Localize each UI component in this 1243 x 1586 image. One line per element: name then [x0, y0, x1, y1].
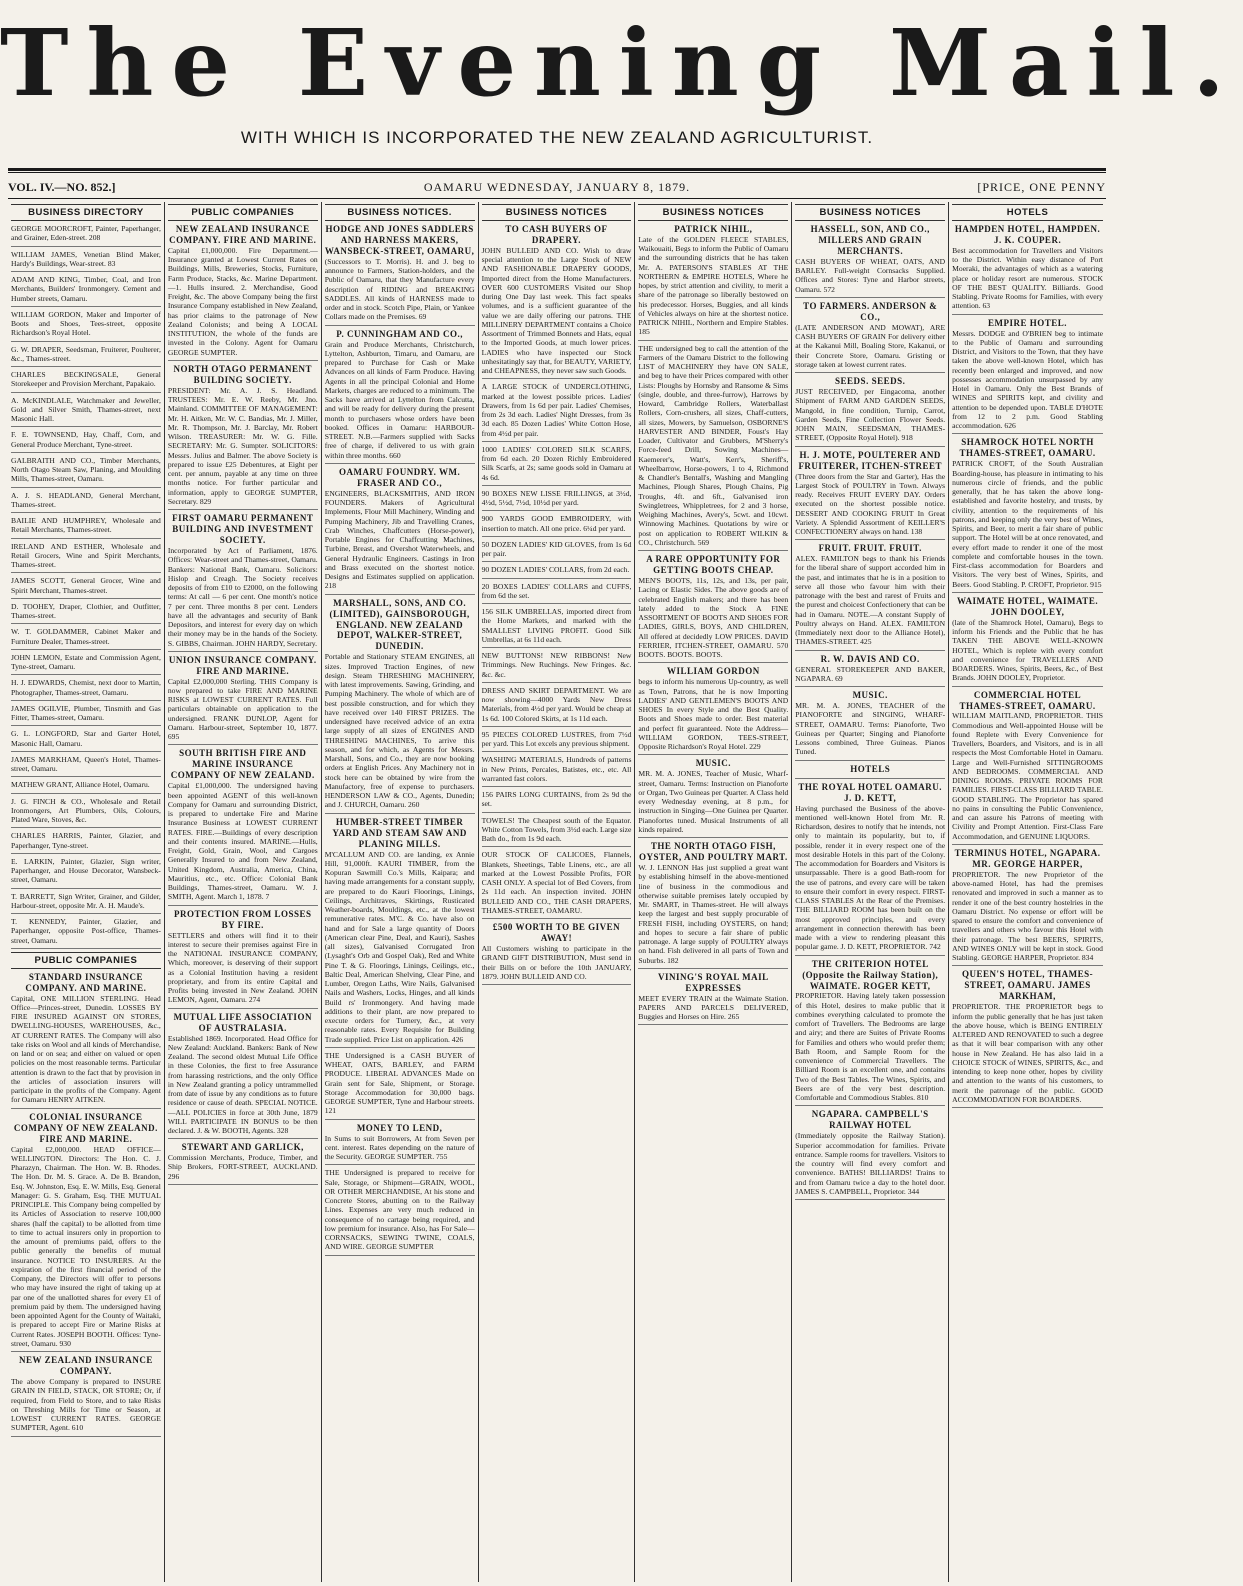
ad-heading: HOTELS — [850, 763, 891, 774]
ad-body: Capital, ONE MILLION STERLING. Head Office—Princes-street, Dunedin. LOSSES BY FIRE INSURED AGAINST ON STORES, DWELLING-HOUSES, WAREHOUSES, &c., AT CURRENT RATES. The Company will also take risks on Wool and all kinds of Merchandise, on land or on sea; and either on valued or open policies on the most reasonable terms. Particular attention is drawn to the fact that by provision in the articles of association insurers will participate in the profits of the Company. Agent for Oamaru HENRY AITKEN. — [11, 993, 161, 1105]
column-heading: BUSINESS DIRECTORY — [11, 204, 161, 221]
ad-body: In Sums to suit Borrowers, At from Seven per cent. interest. Rates depending on the nature of the Security. GEORGE SUMPTER. 755 — [324, 1133, 475, 1162]
column-ad — [11, 250, 161, 273]
ad-heading: MARSHALL, SONS, AND CO. (LIMITED), GAINSBOROUGH, ENGLAND. NEW ZEALAND DEPOT, WALKER-STREET, DUNEDIN. — [329, 597, 470, 652]
ad-body: SETTLERS and others will find it to their interest to secure their premises against Fire in the NATIONAL INSURANCE COMPANY, Which, moreover, is deserving of their support as a Colonial Institution having a resident proprietary, and from its entire Capital and Profits being invested in New Zealand. JOHN LEMON, Agent, Oamaru. 274 — [167, 930, 318, 1005]
ad-heading: WAIMATE HOTEL, WAIMATE. JOHN DOOLEY, — [957, 595, 1099, 617]
ad-body: A. McKINDLALE, Watchmaker and Jeweller, Gold and Silver Smith, Thames-street, next Masonic Hall. — [11, 395, 161, 423]
dateline — [8, 176, 1106, 198]
column-ad — [795, 654, 945, 687]
column-ad — [11, 542, 161, 574]
ad-body: 90 DOZEN LADIES' COLLARS, from 2d each. — [481, 565, 630, 575]
ad-body: PATRICK CROFT, of the South Australian Boarding-house, has pleasure in intimating to his numerous circle of friends, and the public generally, that he has taken the above long-established and favorite hostelry, and trusts, by civility, attention to the requirements of his patrons, and keeping only the very best of Wines, Spirits, and Beer, to merit a fair share of public support. The Hotel will be at once renovated, and every effort made to render it one of the most complete and comfortable houses in the town. First-class accommodation for Boarders and Visitors. The very best of Wines, Spirits, and Beers. Good Stabling. P. CROFT, Proprietor. 915 — [952, 459, 1103, 589]
column-ad — [638, 758, 788, 838]
dateline-rule — [8, 198, 1106, 199]
column-ad — [11, 602, 161, 625]
ad-body: JOHN BULLEID AND CO. Wish to draw special attention to the Large Stock of NEW AND FASHIONABLE DRAPERY GOODS, Imported direct from the Home Manufacturers. OVER 600 CUSTOMERS Visited our Shop during One Day last week. This fact speaks volumes, and is a sufficient guarantee of the value we are daily offering our patrons. THE MILLINERY DEPARTMENT contains a Choice Assortment of Trimmed Bonnets and Hats, equal to the Imported Goods, at much lower prices. LADIES who have inspected our Stock unhesitatingly say that, for BEAUTY, VARIETY, and CHEAPNESS, they never saw such Goods. — [481, 245, 632, 376]
ad-body: W. T. GOLDAMMER, Cabinet Maker and Furniture Dealer, Thames-street. — [11, 627, 161, 646]
column-ad — [11, 516, 161, 539]
column-ad — [482, 850, 632, 919]
column-ad — [168, 224, 318, 361]
column-ad — [482, 489, 632, 512]
column-ad — [482, 651, 632, 683]
ad-heading: P. CUNNINGHAM AND CO., — [336, 328, 463, 339]
column-ad — [795, 224, 945, 298]
column-ad — [168, 513, 318, 652]
column-ad — [11, 345, 161, 368]
price: [PRICE, ONE PENNY — [977, 180, 1106, 194]
newspaper-subtitle: WITH WHICH IS INCORPORATED THE NEW ZEALAND AGRICULTURIST. — [240, 128, 874, 147]
column-5 — [635, 202, 792, 1582]
ad-body: J. G. FINCH & CO., Wholesale and Retail Ironmongers, Art Plumbers, Oils, Colours, Plated Ware, Stoves, &c. — [11, 796, 161, 824]
ad-body: T. BARRETT, Sign Writer, Grainer, and Gilder, Harbour-street, opposite Mr. A. H. Maude's. — [11, 891, 161, 910]
column-ad — [482, 582, 632, 605]
column-ad — [795, 959, 945, 1107]
ad-heading: NEW ZEALAND INSURANCE COMPANY. FIRE AND MARINE. — [169, 224, 317, 245]
column-ad — [325, 1168, 475, 1255]
ad-heading: TO FARMERS. ANDERSON & CO., — [803, 300, 938, 322]
column-ad — [795, 690, 945, 760]
ad-heading: COLONIAL INSURANCE COMPANY OF NEW ZEALAND. FIRE AND MARINE. — [13, 1111, 158, 1144]
ad-body: OUR STOCK OF CALICOES, Flannels, Blankets, Sheetings, Table Linens, etc., are all marked at the Lowest Possible Profits, FOR CASH ONLY. A special lot of Bed Covers, from 2s 11d each. An inspection invited. JOHN BULLEID AND CO., THE CASH DRAPERS, THAMES-STREET, OAMARU. — [481, 850, 632, 915]
ad-heading: MUSIC. — [852, 690, 888, 701]
ad-heading: VINING'S ROYAL MAIL EXPRESSES — [657, 971, 769, 993]
column-sub-ad — [11, 1112, 161, 1352]
column-ad — [795, 1109, 945, 1200]
column-ad — [638, 554, 788, 663]
ad-body: JAMES OGILVIE, Plumber, Tinsmith and Gas Fitter, Thames-street, Oamaru. — [11, 703, 161, 722]
ad-body: MR. M. A. JONES, TEACHER of the PIANOFORTE and SINGING, WHARF-STREET, OAMARU. Terms: Pianoforte, Two Guineas per Quarter; Singing and Pianoforte Lessons combined, Three Guineas. Pianos Tuned. — [795, 701, 946, 757]
ad-body: GEORGE MOORCROFT, Painter, Paperhanger, and Grainer, Eden-street. 208 — [11, 224, 161, 243]
ad-body: All Customers wishing to participate in the GRAND GIFT DISTRIBUTION, Must send in their Bills on or before the 10th JANUARY, 1879. JOHN BULLEID AND CO. — [481, 944, 632, 981]
column-ad — [11, 704, 161, 727]
column-ad — [11, 755, 161, 778]
column-ad — [482, 224, 632, 379]
ad-heading: COMMERCIAL HOTEL THAMES-STREET, OAMARU. — [959, 689, 1096, 711]
column-ad — [952, 596, 1103, 687]
ad-body: WILLIAM GORDON, Maker and Importer of Boots and Shoes, Tees-street, opposite Richardson's Royal Hotel. — [11, 309, 161, 338]
ad-body: G. W. DRAPER, Seedsman, Fruiterer, Poulterer, &c., Thames-street. — [11, 344, 161, 363]
column-ad — [168, 655, 318, 746]
ad-body: Portable and Stationary STEAM ENGINES, all sizes. Improved Traction Engines, of new design. Steam THRESHING MACHINERY, with latest improvements. Sawing, Grinding, and Pumping Machinery. The whole of which are of best possible construction, and for which they have received over 140 FIRST PRIZES. The undersigned have received advice of an extra large supply of all sizes of ENGINES AND THRESHING MACHINES, To arrive this season, and for which, as Agents for Messrs. Marshall, Sons, and Co., they are now booking orders at English Prices. Any Machinery not in stock here can be obtained by wire from the Manufactory, free of expense to purchasers. HENDERSON LAW & CO., Agents, Dunedin; and J. CHURCH, Oamaru. 260 — [324, 652, 475, 810]
ad-body: 900 YARDS GOOD EMBROIDERY, with insertion to match. All one price. 6¼d per yard. — [481, 514, 632, 533]
column-ad — [952, 437, 1103, 592]
ad-body: DRESS AND SKIRT DEPARTMENT. We are now showing—4000 Yards New Dress Materials, from 4½d per yard. Would be cheap at 1s 6d. 100 Colored Skirts, at 1s 11d each. — [481, 685, 632, 723]
ad-body: (Three doors from the Star and Garter), Has the Largest Stock of POULTRY in Town. Always ready. Receives FRUIT EVERY DAY. Orders executed on the shortest possible notice. DESSERT AND COOKING FRUIT In Great Variety. A Splendid Assortment of KEILLER'S CONFECTIONERY always on hand. 138 — [795, 471, 946, 536]
ad-body: BAILIE AND HUMPHREY, Wholesale and Retail Merchants, Thames-street. — [11, 516, 161, 535]
ad-heading: SEEDS. SEEDS. — [835, 376, 906, 387]
column-ad — [325, 1051, 475, 1120]
ad-body: Having purchased the Business of the above-mentioned well-known Hotel from Mr. R. Richardson, desires to notify that he intends, not only to maintain its popularity, but to, if possible, render it in every respect one of the most desirable Hotels in this part of the Colony. The accommodation for Boarders and Visitors is unsurpassable. There is a good Bath-room for the use of patrons, and every care will be taken to ensure their comfort in every respect. FIRST-CLASS STABLES At the Rear of the Premises. THE BILLIARD ROOM has been built on the most approved principles, and every arrangement in connection therewith has been made with a view to rendering pleasant this popular game. J. D. KETT, PROPRIETOR. 742 — [795, 803, 946, 952]
column-ad — [325, 1123, 475, 1166]
ad-body: ENGINEERS, BLACKSMITHS, AND IRON FOUNDERS. Makers of Agricultural Implements, Flour Mill Machinery, Winding and Pumping Machinery, Jib and Travelling Cranes, Crab Winches, Chaffcutters (Horse-power), Portable Engines for Chaffcutting Machines, Turbine, Breast, and Overshot Waterwheels, and General Hydraulic Engineers. Castings in Iron and Brass executed on the shortest notice. Designs and Estimates supplied on application. 218 — [324, 488, 475, 591]
ad-body: THE Undersigned is prepared to receive for Sale, Storage, or Shipment—GRAIN, WOOL, OR OTHER MERCHANDISE, At his stone and Concrete Stores, abutting on to the Railway Lines. Expenses are very much reduced in consequence of no cartage being required, and low premium for insurance. Also, has For Sale—CORNSACKS, SEWING TWINE, COALS, AND WIRE. GEORGE SUMPTER — [324, 1168, 475, 1252]
column-ad — [325, 329, 475, 464]
column-ad — [952, 848, 1103, 966]
column-ad — [952, 969, 1103, 1108]
ad-body: 50 DOZEN LADIES' KID GLOVES, from 1s 6d per pair. — [481, 539, 632, 559]
column-ad — [638, 972, 788, 1026]
ad-body: Capital £2,000,000 Sterling. THIS Company is now prepared to take FIRE AND MARINE RISKS at LOWEST CURRENT RATES. Full particulars obtainable on application to the undersigned. FRANK DUNLOP, Agent for Oamaru. Harbour-street, September 10, 1877. 695 — [167, 676, 318, 742]
ad-body: A LARGE STOCK of UNDERCLOTHING, marked at the lowest possible prices. Ladies' Drawers, from 1s 6d per pair. Ladies' Chemises, from 2s 3d each. Ladies' Night Dresses, from 3s 3d each. 85 Dozen Ladies' White Cotton Hose, from 4½d per pair. — [481, 382, 632, 438]
column-ad — [952, 224, 1103, 315]
column-ad — [325, 467, 475, 595]
ad-heading: £500 WORTH TO BE GIVEN AWAY! — [492, 922, 621, 944]
column-ad — [168, 909, 318, 1009]
ad-heading: NORTH OTAGO PERMANENT BUILDING SOCIETY. — [173, 363, 313, 385]
ad-body: MEET EVERY TRAIN at the Waimate Station. PAPERS AND PARCELS DELIVERED, Buggies and Horses on Hire. 265 — [638, 993, 789, 1022]
column-ad — [11, 310, 161, 342]
ad-heading: FRUIT. FRUIT. FRUIT. — [818, 543, 922, 554]
ad-body: G. L. LONGFORD, Star and Garter Hotel, Masonic Hall, Oamaru. — [11, 729, 161, 748]
ad-body: (late of the Shamrock Hotel, Oamaru), Begs to inform his Friends and the Public that he has TAKEN THE ABOVE WELL-KNOWN HOTEL, Which is replete with every comfort and convenience for TRAVELLERS AND BOARDERS. Wines, Spirits, Beers, &c., of Best Brands. JOHN DOOLEY, Proprietor. — [952, 617, 1103, 683]
ad-body: WILLIAM JAMES, Venetian Blind Maker, Hardy's Buildings, Wear-street. 83 — [11, 249, 161, 268]
column-heading: BUSINESS NOTICES. — [325, 204, 475, 221]
ad-heading: STANDARD INSURANCE COMPANY. AND MARINE. — [25, 971, 147, 993]
ad-body: GALBRAITH AND CO., Timber Merchants, North Otago Steam Saw, Planing, and Moulding Mills, Thames-street, Oamaru. — [11, 455, 161, 484]
ad-body: Capital £1,000,000. The undersigned having been appointed AGENT of this well-known Company for Oamaru and surrounding District, is prepared to undertake Fire and Marine Insurance Business at LOWEST CURRENT RATES. FIRE.—Buildings of every description and their contents insured. MARINE.—Hulls, Freight, Gold, Grain, Wool, and Cargoes Generally Insured to and from New Zealand, United Kingdom, Australia, America, China, Mauritius, etc., etc. Office: Colonial Bank Buildings, Thames-street, Oamaru. W. J. SMITH, Agent. March 1, 1878. 7 — [167, 781, 318, 902]
column-ad — [482, 540, 632, 563]
ad-body: 20 BOXES LADIES' COLLARS and CUFFS, from 6d the set. — [481, 581, 632, 600]
ad-body: JAMES SCOTT, General Grocer, Wine and Spirit Merchant, Thames-street. — [11, 576, 161, 595]
ad-body: ADAM AND KING, Timber, Coal, and Iron Merchants, Builders' Ironmongery. Cement and Humber streets, Oamaru. — [11, 275, 161, 303]
ad-body: JOHN LEMON, Estate and Commission Agent, Tyne-street, Oamaru. — [11, 652, 161, 671]
ad-body: D. TOOHEY, Draper, Clothier, and Outfitter, Thames-street. — [11, 601, 161, 620]
column-ad — [11, 491, 161, 514]
newspaper-title: The Evening Mail. — [0, 9, 1243, 117]
column-ad — [11, 456, 161, 488]
ad-body: W. J. LENNON Has just supplied a great want by establishing himself in the above-mentioned line of business in the commodious and otherwise suitable premises lately occupied by Mr. SMART, in Thames-street. He will always keep the largest and best supply procurable of FRESH FISH, including OYSTERS, on hand; and hopes to secure a fair share of public patronage. A large supply of POULTRY always on hand. Fish delivered in all parts of Town and Suburbs. 182 — [638, 863, 789, 965]
column-4 — [479, 202, 636, 1582]
ad-heading: HUMBER-STREET TIMBER YARD AND STEAM SAW AND PLANING MILLS. — [332, 816, 467, 849]
ad-body: MR. M. A. JONES, Teacher of Music, Wharf-street, Oamaru. Terms: Instruction on Pianoforte or Organ, Two Guineas per Quarter. A Class held every Wednesday evening, at 8 p.m., for instruction in Singing—One Guinea per Quarter. Pianofortes tuned. Musical Instruments of all kinds repaired. — [638, 769, 789, 834]
column-3 — [322, 202, 479, 1582]
column-ad — [482, 816, 632, 848]
ad-body: PROPRIETOR. Having lately taken possession of this Hotel, desires to make public that it combines everything calculated to promote the comfort of Travellers. The Bedrooms are large and airy; and there are Suites of Private Rooms for Families and others who would prefer them; Bath Room, and Sample Room for the convenience of Commercial Travellers. The Billiard Room is an excellent one, and contains Two of the Best Tables. The Wines, Spirits, and Beers are of the very best description. Comfortable and Commodious Stables. 810 — [795, 991, 946, 1103]
column-ad — [638, 224, 788, 341]
ad-heading: UNION INSURANCE COMPANY. FIRE AND MARINE. — [168, 654, 317, 676]
newspaper-columns — [8, 202, 1106, 1582]
column-ad — [11, 627, 161, 650]
ad-heading: A RARE OPPORTUNITY FOR GETTING BOOTS CHEAP. — [646, 554, 781, 576]
column-ad — [11, 797, 161, 829]
ad-body: Best accommodation for Travellers and Visitors to the District. Within easy distance of Port Moeraki, the advantages of which as a watering place or holiday resort are numerous. STOCK OF THE BEST QUALITY. Billiards. Good Stabling. Private Rooms for Families, with every attention. 63 — [952, 245, 1103, 311]
ad-heading: H. J. MOTE, POULTERER AND FRUITERER, ITCHEN-STREET — [798, 449, 942, 471]
ad-body: Incorporated by Act of Parliament, 1876. Offices: Wear-street and Thames-street, Oamaru. Bankers: National Bank, Oamaru. Solicitors: Hislop and Creagh. The Society receives deposits of from £10 to £2000, on the following terms: At call — 6 per cent. One month's notice 7 per cent. Three months 8 per cent. Lenders have all the advantages and security of Bank Depositors, and interest for every day on which their money may be in the hands of the Society. S. GIBBS, Chairman. JOHN HARDY, Secretary. — [167, 546, 318, 648]
column-ad — [11, 831, 161, 854]
ad-body: F. E. TOWNSEND, Hay, Chaff, Corn, and General Produce Merchant, Tyne-street. — [11, 430, 161, 449]
column-ad — [11, 576, 161, 599]
ad-body: PROPRIETOR. The new Proprietor of the above-named Hotel, has had the premises renovated and improved in such a manner as to render it one of the best country hostelries in the Oamaru District. No expense or effort will be spared to ensure the comfort and convenience of travellers and others who favour this Hotel with their patronage. The best BEERS, SPIRITS, AND WINES ONLY will be kept in stock. Good Stabling. GEORGE HARPER, Proprietor. 834 — [952, 869, 1103, 963]
ad-body: 156 SILK UMBRELLAS, imported direct from the Home Markets, and marked with the SMALLEST LIVING PROFIT. Good Silk Umbrellas, at 6s 11d each. — [481, 607, 632, 644]
ad-body: ALEX. FAMILTON begs to thank his Friends for the liberal share of support accorded him in the past, and intimates that he is in a position to serve all those who favour him with their patronage with the best and rarest of Fruits and the purest and choicest Confectionery that can be had in Oamaru. NOTE.—A constant Supply of Poultry always on Hand. ALEX. FAMILTON (Immediately next door to the Alliance Hotel), THAMES-STREET. 425 — [795, 554, 946, 647]
ad-body: Commission Merchants, Produce, Timber, and Ship Brokers, FORT-STREET, AUCKLAND. 296 — [167, 1153, 318, 1181]
ad-body: A. J. S. HEADLAND, General Merchant, Thames-street. — [11, 490, 161, 509]
column-ad — [482, 382, 632, 442]
column-heading: BUSINESS NOTICES — [795, 204, 945, 221]
ad-heading: MUSIC. — [695, 758, 731, 769]
column-heading: HOTELS — [952, 204, 1103, 221]
ad-body: NEW BUTTONS! NEW RIBBONS! New Trimmings. New Ruchings. New Fringes. &c. &c. &c. — [481, 651, 632, 679]
ad-heading: NGAPARA. CAMPBELL'S RAILWAY HOTEL — [811, 1109, 929, 1131]
ad-body: PROPRIETOR. THE PROPRIETOR begs to inform the public generally that he has just taken the above house, which is BEING ENTIRELY ALTERED AND RENOVATED to such a degree as that it will bear comparison with any other house in New Zealand. He has also laid in a CHOICE STOCK of WINES, SPIRITS, &c., and intending to keep none other, hopes by civility and attention to the wants of his customers, to merit the patronage of the public. GOOD ACCOMMODATION FOR BOARDERS. — [952, 1002, 1103, 1104]
ad-heading: HASSELL, SON, AND CO., MILLERS AND GRAIN MERCHANTS. — [810, 224, 930, 256]
column-1 — [8, 202, 165, 1582]
column-7 — [949, 202, 1106, 1582]
column-sub-ad — [11, 972, 161, 1109]
ad-heading: THE NORTH OTAGO FISH, OYSTER, AND POULTRY MART. — [638, 841, 788, 863]
column-ad — [168, 1142, 318, 1185]
ad-body: THE Undersigned is a CASH BUYER of WHEAT, OATS, BARLEY, and FARM PRODUCE. LIBERAL ADVANCES Made on Grain sent for Sale, Shipment, or Storage. Storage Accommodation for 30,000 bags. GEORGE SUMPTER, Tyne and Harbour streets. 121 — [324, 1050, 475, 1116]
ad-body: GENERAL STOREKEEPER AND BAKER, NGAPARA. 69 — [795, 664, 946, 683]
ad-body: IRELAND AND ESTHER, Wholesale and Retail Grocers, Wine and Spirit Merchants, Thames-street. — [11, 541, 161, 569]
column-ad — [795, 543, 945, 650]
ad-body: Late of the GOLDEN FLEECE STABLES, Waikouaiti, Begs to inform the Public of Oamaru and the surrounding districts that he has taken Mr. A. PATERSON'S STABLES AT THE NORTHERN & EMPIRE HOTELS, Where he hopes, by strict attention and civility, to merit a share of the patronage so liberally bestowed on his predecessor. Horses, Buggies, and all kinds of Vehicles always on hire at the shortest notice. PATRICK NIHIL, Northern and Empire Stables. 185 — [638, 234, 789, 337]
column-ad — [482, 686, 632, 727]
column-ad — [482, 922, 632, 985]
ad-body: Capital £1,000,000. Fire Department.—Insurance granted at Lowest Current Rates on Buildings, Mills, Breweries, Stocks, Furniture, Farm Produce, Stacks, &c. Marine Department.—1. Hulls insured. 2. Merchandise, Good Freight, &c. The above Company being the first Insurance Company established in New Zealand, has prior claims to the patronage of New Zealand Colonists; and being A LOCAL INSTITUTION, the whole of the funds are invested in the Colony. Agent for Oamaru GEORGE SUMPTER. — [167, 245, 318, 357]
ad-body: 156 PAIRS LONG CURTAINS, from 2s 9d the set. — [481, 790, 632, 809]
column-ad — [168, 1012, 318, 1140]
column-ad — [325, 817, 475, 1048]
ad-body: 1000 LADIES' COLORED SILK SCARFS, from 6d each. 20 Dozen Richly Embroidered Silk Scarfs, at 2s; same goods sold in Oamaru at 4s 6d. — [481, 444, 632, 482]
ad-body: begs to inform his numerous Up-country, as well as Town, Patrons, that he is now Importing LADIES' AND GENTLEMEN'S BOOTS AND SHOES In every Style and the Best Quality. Boots and Shoes made to order. Best material and perfect fit guaranteed. Note the Address—WILLIAM GORDON, TEES-STREET, Opposite Richardson's Royal Hotel. 229 — [638, 677, 789, 752]
ad-heading: STEWART AND GARLICK, — [181, 1142, 304, 1153]
column-ad — [11, 892, 161, 915]
column-ad — [795, 764, 945, 779]
ad-heading: MUTUAL LIFE ASSOCIATION OF AUSTRALASIA. — [173, 1011, 312, 1033]
ad-heading: PROTECTION FROM LOSSES BY FIRE. — [174, 908, 312, 930]
ad-body: MATHEW GRANT, Alliance Hotel, Oamaru. — [11, 780, 150, 790]
column-ad — [482, 445, 632, 486]
column-ad — [795, 450, 945, 541]
ad-body: TOWELS! The Cheapest south of the Equator. White Cotton Towels, from 3½d each. Large size Bath do., from 1s 9d each. — [481, 815, 632, 844]
masthead-rule-inner — [8, 172, 1106, 173]
column-heading: BUSINESS NOTICES — [638, 204, 788, 221]
ad-heading: QUEEN'S HOTEL, THAMES-STREET, OAMARU. JAMES MARKHAM, — [962, 969, 1094, 1002]
column-ad — [482, 565, 632, 578]
ad-heading: HAMPDEN HOTEL, HAMPDEN. J. K. COUPER. — [954, 224, 1101, 245]
column-ad — [638, 666, 788, 755]
masthead — [0, 0, 1243, 178]
ad-body: The above Company is prepared to INSURE GRAIN IN FIELD, STACK, OR STORE; Or, if required, from Field to Store, and to take Risks on Threshing Mills for Time or Season, at LOWEST CURRENT RATES. GEORGE SUMPTER, Agent. 610 — [11, 1377, 161, 1433]
ad-body: 95 PIECES COLORED LUSTRES, from 7½d per yard. This Lot excels any previous shipment. — [481, 729, 632, 749]
column-heading: BUSINESS NOTICES — [482, 204, 632, 221]
column-ad — [11, 917, 161, 949]
column-ad — [11, 396, 161, 428]
column-ad — [168, 364, 318, 510]
ad-body: WASHING MATERIALS, Hundreds of patterns in New Prints, Percales, Batistes, etc., etc. All warranted fast colors. — [481, 755, 632, 783]
ad-body: Capital £2,000,000. HEAD OFFICE—WELLINGTON. Directors: The Hon. C. J. Pharazyn, Chairman. The Hon. W. B. Rhodes. The Hon. Dr. M. S. Grace. A. De B. Brandon, Esq. W. Johnston, Esq. E. W. Mills, Esq. General Manager: G. S. Graham, Esq. THE MUTUAL PRINCIPLE. This Company being compelled by its Articles of Association to reserve 100,000 shares (half the capital) to be allotted from time to time to actual insurers only in proportion to the amount of premiums paid, offers to the public generally the benefits of mutual insurance. NOTICE TO INSURERS. At the expiration of the first financial period of the Company, the Directors will offer to persons who may have insured the right of taking up at par one of the unallotted shares for every £1 of premium paid by them. The undersigned having been appointed Agent for the County of Waitaki, is prepared to accept Fire or Marine Risks at Current Rates. JOSEPH BOOTH. Offices: Tyne-street, Oamaru. 930 — [11, 1144, 161, 1348]
column-ad — [795, 782, 945, 956]
ad-body: CHARLES HARRIS, Painter, Glazier, and Paperhanger, Tyne-street. — [11, 831, 161, 850]
ad-body: Messrs. DODGE and O'BRIEN beg to intimate to the Public of Oamaru and surrounding District, and Visitors to the Town, that they have taken the above well-known Hotel, which has recently been enlarged and improved, and now possesses accommodation unsurpassed by any Hotel in Oamaru. Only the Best Brands of WINES and SPIRITS kept, and civility and attention to be depended upon. TABLE D'HOTE from 12 to 2 p.m. Good Stabling accommodation. 626 — [952, 328, 1103, 431]
volume-number: VOL. IV.—NO. 852.] — [8, 180, 116, 194]
ad-body: 90 BOXES NEW LISSE FRILLINGS, at 3½d, 4½d, 5½d, 7½d, 10½d per yard. — [481, 488, 632, 508]
ad-body: M'CALLUM AND CO. are landing, ex Annie Hill, 91,000ft. KAURI TIMBER, from the Kopuran Sawmill Co.'s Mills, Kaipara; and having made arrangements for a constant supply, are prepared to do Kauri Floorings, Linings, Ceilings, Architraves, Skirtings, Rusticated Weather-boards, Mouldings, etc., at the lowest remunerative rates. M'C. & Co. have also on hand and for Sale a large quantity of Doors (American clear Pine, Deal, and Kauri), Sashes (all sizes), Galvanised Corrugated Iron (Lysaght's Orb and Gospel Oak), Red and White Pine T. & G. Floorings, Linings, Ceilings, etc., Baltic Deal, American Shelving, Clear Pine, and Lumber, Oregon Laths, Wire Nails, Galvanised Nails and Washers, Locks, Hinges, and all kinds Build rs' Ironmongery. And having made additions to their plant, are now prepared to execute orders for Turnery, &c., at very reasonable rates. Every Requisite for Building Trade supplied. Price List on application. 426 — [324, 849, 475, 1044]
column-ad — [795, 301, 945, 373]
ad-heading: HODGE AND JONES SADDLERS AND HARNESS MAKERS, WANSBECK-STREET, OAMARU, — [324, 224, 475, 256]
ad-heading: THE CRITERION HOTEL (Opposite the Railway Station), WAIMATE. ROGER KETT, — [802, 958, 939, 991]
ad-heading: R. W. DAVIS AND CO. — [820, 653, 920, 664]
column-ad — [795, 376, 945, 446]
ad-body: (LATE ANDERSON AND MOWAT), ARE CASH BUYERS OF GRAIN For delivery either at the Kakanui Mill, Boaling Store, Kakanui, or their Concrete Store, Oamaru. Gristing or storage taken at lowest current rates. — [795, 322, 946, 369]
ad-heading: EMPIRE HOTEL. — [988, 317, 1068, 328]
column-ad — [325, 224, 475, 326]
column-ad — [638, 841, 788, 969]
ad-body: WILLIAM MAITLAND, PROPRIETOR. THIS Commodious and Well-appointed House will be found Replete with Every Convenience for Travellers, Boarders, and Visitors, and is in all respects the Most Comfortable Hotel in Oamaru. Large and Well-Furnished SITTINGROOMS AND BEDROOMS. COMMERCIAL AND DINING ROOMS. PRIVATE ROOMS FOR FAMILIES. FIRST-CLASS BILLIARD TABLE. GOOD STABLING. The Proprietor has spared no pains in consulting the Public Convenience, and can assure his Patrons of meeting with Civility and Prompt Attention. First-Class Fare Accommodation, and GENUINE LIQUORS. — [952, 711, 1103, 841]
column-ad — [482, 730, 632, 753]
column-ad — [11, 780, 161, 793]
column-sub-ad — [11, 1355, 161, 1436]
ad-body: E. LARKIN, Painter, Glazier, Sign writer, Paperhanger, and House Decorator, Wansbeck-street, Oamaru. — [11, 856, 161, 885]
masthead-rule-top — [8, 168, 1106, 171]
ad-body: CASH BUYERS OF WHEAT, OATS, AND BARLEY. Full-weight Cornsacks Supplied. Offices and Stores: Tyne and Harbor streets, Oamaru. 572 — [795, 256, 946, 294]
ad-body: JUST RECEIVED, per Eingacoma, another Shipment of FARM AND GARDEN SEEDS, Mangold, in fine condition, Turnip, Carrot, Garden Seeds, Fine Collection Flower Seeds. JOHN MAIN, SEEDSMAN, THAMES-STREET, (Opposite Royal Hotel). 918 — [795, 387, 946, 443]
ad-heading: NEW ZEALAND INSURANCE COMPANY. — [18, 1355, 153, 1377]
ad-body: Established 1869. Incorporated. Head Office for New Zealand: Auckland. Bankers: Bank of New Zealand. The second oldest Mutual Life Office in these Colonies, the first to free Assurance from harassing restrictions, and the only Office in New Zealand granting a policy untrammelled from date of issue by any conditions as to future residence or cause of death. SPECIAL NOTICE.—ALL POLICIES in force at 30th June, 1879 WILL PARTICIPATE IN BONUS to be then declared. J. & W. BOOTH, Agents. 328 — [167, 1033, 318, 1135]
column-ad — [11, 275, 161, 307]
column-subheading: PUBLIC COMPANIES — [11, 952, 161, 969]
column-ad — [952, 318, 1103, 435]
column-ad — [168, 748, 318, 905]
column-ad — [482, 514, 632, 537]
ad-heading: OAMARU FOUNDRY. WM. FRASER AND CO., — [339, 466, 461, 488]
ad-heading: WILLIAM GORDON — [666, 666, 760, 677]
column-ad — [11, 370, 161, 393]
ad-body: THE undersigned beg to call the attention of the Farmers of the Oamaru District to the following LIST of MACHINERY they have ON SALE, and beg to have their Prices compared with other Lists: Ploughs by Hornsby and Ransome & Sims (single, double, and three-furrow), Harrows by Howard, Cambridge Rollers, Waterballast Rollers, Corn-crushers, all sizes, Chaff-cutters, all sizes, Mowers, by Samuelson, OSBORNE'S HARVESTER AND BINDER, Foust's Hay Loader, Cultivator and Grubbers, M'Sherry's Force-feed Drill, Sowing Machines—Kaemerer's, Watt's, Kerr's, Sheriff's, Wheelbarrow, Horse-powers, 1 to 4, Richmond & Chandler's Bentall's, Washing and Mangling Machines, Plough Shares, Plough Chains, Pig Troughs, 4ft. and 6ft., Galvanised iron Swingletrees, Whippletrees, for 2 and 3 horse, Weighing Machines, Avery's, 5cwt. and 10cwt. Winnowing Machines. Quotations by wire or post on application to ROBERT WILKIN & CO., Christchurch. 569 — [638, 343, 789, 547]
column-ad — [482, 790, 632, 813]
ad-heading: PATRICK NIHIL, — [674, 224, 753, 234]
column-ad — [11, 653, 161, 676]
column-ad — [482, 607, 632, 648]
ad-heading: MONEY TO LEND, — [356, 1122, 443, 1133]
ad-body: Grain and Produce Merchants, Christchurch, Lyttelton, Ashburton, Timaru, and Oamaru, are prepared to Purchase for Cash or Make Advances on all kinds of Farm Produce. Having Agents in all the principal Colonial and Home Markets, charges are reduced to a minimum. The Sacks have arrived at Lyttelton from Calcutta, and will be ready for delivery during the present month to purchasers whose orders have been booked. Offices in Oamaru: HARBOUR-STREET. N.B.—Farmers supplied with Sacks free of charge, if delivered to us with grain within three months. 660 — [324, 339, 475, 460]
column-ad — [11, 430, 161, 453]
column-ad — [325, 598, 475, 814]
place-and-date: OAMARU WEDNESDAY, JANUARY 8, 1879. — [423, 180, 691, 194]
ad-heading: TO CASH BUYERS OF DRAPERY. — [505, 224, 608, 245]
column-ad — [952, 690, 1103, 845]
column-ad — [482, 755, 632, 787]
column-2 — [165, 202, 322, 1582]
ad-body: (Successors to T. Morris). H. and J. beg to announce to Farmers, Station-holders, and the Public of Oamaru, that they Manufacture every description of RIDING and BREAKING SADDLES. All kinds of HARNESS made to order and in stock. Scotch Pipe, Plain, or Yankee Collars made on the Premises. 69 — [324, 256, 475, 322]
ad-body: JAMES MARKHAM, Queen's Hotel, Thames-street, Oamaru. — [11, 754, 161, 773]
ad-heading: SHAMROCK HOTEL NORTH THAMES-STREET, OAMARU. — [959, 437, 1096, 459]
column-ad — [11, 857, 161, 889]
ad-body: (Immediately opposite the Railway Station). Superior accommodation for families. Private entrance. Sample rooms for travellers. Visitors to the country will find every comfort and convenience. BATHS! BILLIARDS! Trains to and from Oamaru twice a day to the hotel door. JAMES S. CAMPBELL, Proprietor. 344 — [795, 1131, 946, 1196]
ad-heading: TERMINUS HOTEL, NGAPARA. MR. GEORGE HARPER, — [954, 847, 1101, 869]
column-heading: PUBLIC COMPANIES — [168, 204, 318, 221]
column-6 — [792, 202, 949, 1582]
ad-heading: FIRST OAMARU PERMANENT BUILDING AND INVESTMENT SOCIETY. — [172, 513, 314, 546]
column-ad — [638, 344, 788, 552]
ad-body: PRESIDENT: Mr. A. J. S. Headland. TRUSTEES: Mr. E. W. Reeby, Mr. Jno. Mainland. COMMITTEE OF MANAGEMENT: Mr. H. Aitken, Mr. W. C. Bandias, Mr. J. Miller, Mr. R. Thompson, Mr. J. Barclay, Mr. Robert Wilson. TREASURER: Mr. W. G. Fille. SECRETARY: Mr. G. Sumpter. SOLICITORS: Messrs. Julius and Balmer. The above Society is prepared to issue £25 Debentures, at Eight per cent. per annum, payable at any time on three months notice. For further particular and information, apply to GEORGE SUMPTER, Secretary. 829 — [167, 385, 318, 506]
column-ad — [11, 678, 161, 701]
ad-body: T. KENNEDY, Painter, Glazier, and Paperhanger, opposite Post-office, Thames-street, Oamaru. — [11, 917, 161, 945]
ad-heading: SOUTH BRITISH FIRE AND MARINE INSURANCE COMPANY OF NEW ZEALAND. — [170, 748, 315, 781]
ad-body: CHARLES BECKINGSALE, General Storekeeper and Provision Merchant, Papakaio. — [11, 370, 161, 389]
ad-heading: THE ROYAL HOTEL OAMARU. J. D. KETT, — [798, 781, 943, 803]
ad-body: H. J. EDWARDS, Chemist, next door to Martin, Photographer, Thames-street, Oamaru. — [11, 678, 161, 697]
column-ad — [11, 729, 161, 752]
ad-body: MEN'S BOOTS, 11s, 12s, and 13s, per pair, Lacing or Elastic Sides. The above goods are of celebrated English makers; and there has been lately added to the Stock A FINE ASSORTMENT OF BOOTS AND SHOES FOR LADIES, GIRLS, BOYS, AND CHILDREN, All offered at decidedly LOW PRICES. DAVID FERRIER, ITCHEN-STREET, OAMARU. 570 BOOTS. BOOTS. BOOTS. — [638, 576, 789, 660]
column-ad — [11, 224, 161, 247]
